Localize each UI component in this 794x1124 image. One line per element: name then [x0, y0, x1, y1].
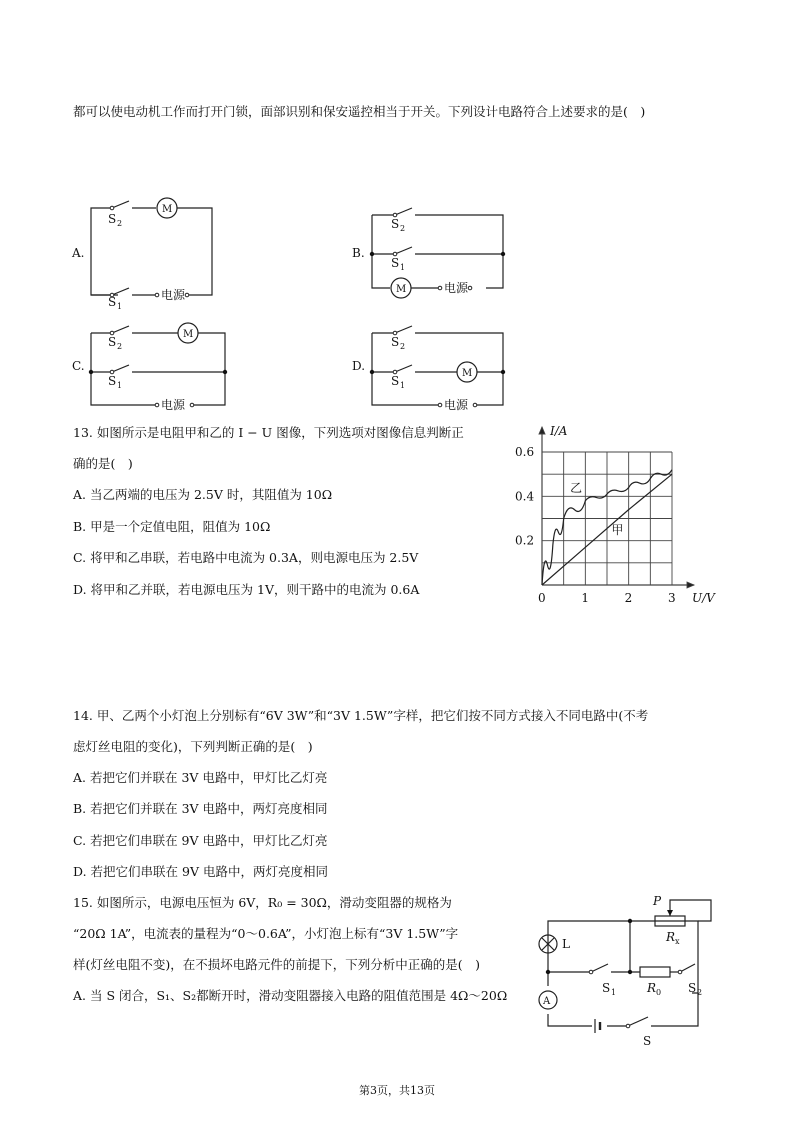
svg-text:电源: 电源: [161, 288, 186, 302]
q14-stem-line1: 14. 甲、乙两个小灯泡上分别标有“6V 3W”和“3V 1.5W”字样，把它们按不同方式接入不同电路中(不考: [73, 708, 649, 723]
svg-text:M: M: [183, 329, 194, 340]
svg-text:A: A: [543, 996, 551, 1007]
q14-option-b: B. 若把它们并联在 3V 电路中，两灯亮度相同: [73, 801, 328, 816]
svg-text:S: S: [643, 1034, 652, 1048]
svg-text:S: S: [391, 374, 400, 388]
q14-option-c: C. 若把它们串联在 9V 电路中，甲灯比乙灯亮: [73, 833, 328, 848]
series-label-jia: 甲: [611, 523, 624, 538]
svg-text:1: 1: [611, 988, 617, 997]
x-tick-label: 2: [624, 591, 633, 605]
y-tick-label: 0.6: [515, 445, 535, 459]
y-axis-arrow: [539, 427, 545, 434]
q13-stem-line1: 13. 如图所示是电阻甲和乙的 I − U 图像，下列选项对图像信息判断正: [73, 425, 464, 440]
q15-stem-line3: 样(灯丝电阻不变)，在不损坏电路元件的前提下，下列分析中正确的是( ): [73, 957, 481, 972]
svg-text:电源: 电源: [161, 398, 186, 412]
q14-option-d: D. 若把它们串联在 9V 电路中，两灯亮度相同: [73, 864, 328, 879]
svg-text:2: 2: [697, 988, 703, 997]
svg-text:2: 2: [400, 224, 406, 233]
q13-stem-line2: 确的是( ): [73, 456, 133, 471]
svg-text:R: R: [647, 981, 657, 995]
y-tick-label: 0.4: [515, 489, 535, 504]
svg-text:S: S: [602, 981, 611, 995]
y-tick-label: 0.2: [515, 533, 535, 548]
q15-option-a: A. 当 S 闭合，S₁、S₂都断开时，滑动变阻器接入电路的阻值范围是 4Ω～20Ω: [73, 988, 508, 1003]
svg-text:M: M: [162, 204, 173, 215]
svg-text:P: P: [653, 894, 662, 908]
q14-stem-line2: 虑灯丝电阻的变化)，下列判断正确的是( ): [73, 739, 313, 754]
svg-text:S: S: [108, 374, 117, 388]
q13-option-c: C. 将甲和乙串联，若电路中电流为 0.3A，则电源电压为 2.5V: [73, 550, 419, 565]
q15-stem-line2: “20Ω 1A”，电流表的量程为“0～0.6A”，小灯泡上标有“3V 1.5W”字: [73, 926, 459, 941]
x-tick-label: 3: [668, 591, 676, 605]
option-a-label: A.: [72, 246, 85, 260]
x-axis-label: U/V: [692, 591, 715, 605]
svg-text:电源: 电源: [444, 281, 469, 295]
page-footer: 第3页，共13页: [359, 1084, 435, 1097]
q14-option-a: A. 若把它们并联在 3V 电路中，甲灯比乙灯亮: [73, 770, 328, 785]
q13-option-a: A. 当乙两端的电压为 2.5V 时，其阻值为 10Ω: [73, 487, 333, 502]
svg-text:x: x: [675, 937, 680, 946]
svg-text:M: M: [396, 284, 407, 295]
svg-text:1: 1: [400, 381, 406, 390]
q12-circuit-diagrams: [60, 195, 530, 420]
svg-text:2: 2: [400, 342, 406, 351]
svg-text:L: L: [562, 937, 570, 951]
q15-stem-line1: 15. 如图所示，电源电压恒为 6V，R₀ = 30Ω，滑动变阻器的规格为: [73, 895, 452, 910]
svg-text:S: S: [391, 217, 400, 231]
series-label-yi: 乙: [570, 480, 583, 495]
svg-text:R: R: [666, 930, 676, 944]
svg-text:S: S: [391, 335, 400, 349]
svg-text:电源: 电源: [444, 398, 469, 412]
svg-text:1: 1: [117, 381, 123, 390]
svg-text:2: 2: [117, 342, 123, 351]
y-axis-label: I/A: [550, 424, 568, 438]
svg-text:S: S: [108, 335, 117, 349]
q15-circuit-diagram: [535, 890, 725, 1050]
svg-text:S: S: [108, 295, 117, 309]
svg-text:0: 0: [656, 988, 662, 997]
svg-text:1: 1: [400, 263, 406, 272]
svg-text:M: M: [462, 368, 473, 379]
x-axis-arrow: [687, 582, 694, 588]
svg-text:1: 1: [117, 302, 123, 311]
svg-text:2: 2: [117, 219, 123, 228]
iu-chart: [505, 415, 730, 610]
option-d-label: D.: [352, 359, 366, 373]
q13-option-d: D. 将甲和乙并联，若电源电压为 1V，则干路中的电流为 0.6A: [73, 582, 420, 597]
q12-stem: 都可以使电动机工作而打开门锁，面部识别和保安遥控相当于开关。下列设计电路符合上述要求的是( ): [73, 104, 646, 119]
svg-text:S: S: [688, 981, 697, 995]
svg-text:S: S: [108, 212, 117, 226]
x-tick-label: 0: [538, 591, 546, 605]
svg-text:S: S: [391, 256, 400, 270]
option-c-label: C.: [72, 359, 85, 373]
x-tick-label: 1: [581, 591, 589, 605]
q13-option-b: B. 甲是一个定值电阻，阻值为 10Ω: [73, 519, 271, 534]
option-b-label: B.: [352, 246, 365, 260]
